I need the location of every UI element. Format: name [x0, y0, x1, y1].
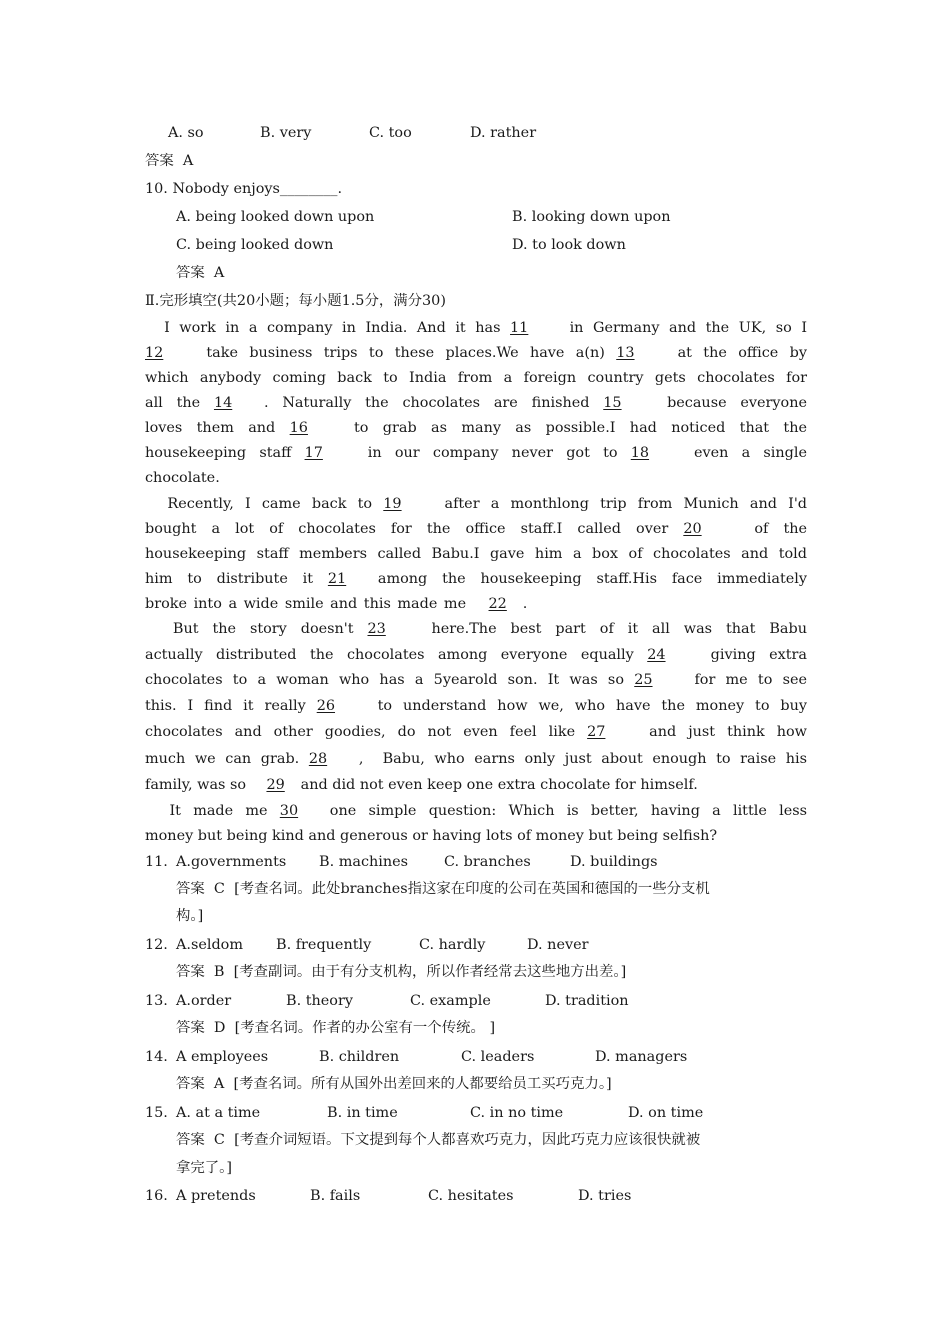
passage-line: bought a lot of chocolates for the office staff.I called over 20 of the: [145, 521, 808, 537]
blank-13: 13: [616, 345, 635, 361]
blank-30: 30: [279, 803, 299, 819]
blank-14: 14: [213, 395, 233, 411]
blank-17: 17: [304, 445, 323, 461]
passage-line: loves them and 16 to grab as many as possible.I had noticed that the: [145, 420, 808, 436]
q16-option-c: C. hesitates: [428, 1188, 514, 1204]
q15-answer: 答案 C [考查介词短语。下文提到每个人都喜欢巧克力，因此巧克力应该很快就被: [176, 1132, 701, 1148]
q11-number: 11.: [145, 854, 168, 870]
q9-option-a: A. so: [168, 125, 204, 141]
q16-option-b: B. fails: [310, 1188, 361, 1204]
section-title: Ⅱ.完形填空(共20小题；每小题1.5分，满分30): [145, 293, 446, 309]
q11-option-b: B. machines: [319, 854, 409, 870]
blank-28: 28: [308, 751, 328, 767]
blank-16: 16: [289, 420, 308, 436]
blank-15: 15: [603, 395, 622, 411]
q14-option-b: B. children: [319, 1049, 400, 1065]
q16-option-a: A pretends: [176, 1188, 256, 1204]
q13-option-b: B. theory: [286, 993, 353, 1009]
blank-24: 24: [647, 647, 666, 663]
passage-line: all the 14 . Naturally the chocolates are finished 15 because everyone: [145, 395, 808, 411]
passage-line: actually distributed the chocolates among everyone equally 24 giving extra: [145, 647, 808, 663]
q15-answer-cont: 拿完了。]: [176, 1160, 232, 1176]
q13-answer: 答案 D [考查名词。作者的办公室有一个传统。 ]: [176, 1020, 496, 1036]
passage-line: money but being kind and generous or having lots of money but being selfish?: [145, 828, 718, 844]
passage-line: him to distribute it 21 among the housekeeping staff.His face immediately: [145, 571, 807, 587]
q14-answer: 答案 A [考查名词。所有从国外出差回来的人都要给员工买巧克力。]: [176, 1076, 612, 1092]
passage-line: this. I find it really 26 to understand how we, who have the money to buy: [145, 698, 808, 714]
q13-option-a: A.order: [176, 993, 232, 1009]
blank-23: 23: [367, 621, 386, 637]
blank-27: 27: [587, 724, 606, 740]
q13-option-c: C. example: [410, 993, 491, 1009]
q10-answer: 答案 A: [176, 265, 225, 281]
q13-option-d: D. tradition: [545, 993, 629, 1009]
blank-11: 11: [510, 320, 529, 336]
q14-option-d: D. managers: [595, 1049, 688, 1065]
q12-option-b: B. frequently: [276, 937, 372, 953]
passage-line: housekeeping staff 17 in our company never got to 18 even a single: [145, 445, 807, 461]
blank-22: 22: [488, 596, 507, 612]
q14-option-a: A employees: [176, 1049, 269, 1065]
blank-29: 29: [266, 777, 285, 793]
q12-option-c: C. hardly: [419, 937, 486, 953]
blank-25: 25: [634, 672, 653, 688]
blank-21: 21: [327, 571, 347, 587]
q16-number: 16.: [145, 1188, 168, 1204]
blank-26: 26: [316, 698, 336, 714]
blank-12: 12: [145, 345, 164, 361]
q11-option-d: D. buildings: [570, 854, 658, 870]
q11-option-c: C. branches: [444, 854, 531, 870]
q12-option-a: A.seldom: [176, 937, 243, 953]
q9-option-c: C. too: [369, 125, 412, 141]
q16-option-d: D. tries: [578, 1188, 632, 1204]
q10-option-c: C. being looked down: [176, 237, 334, 253]
passage-line: which anybody coming back to India from a foreign country gets chocolates for: [145, 370, 807, 386]
passage-line: 12 take business trips to these places.We have a(n) 13 at the office by: [145, 345, 807, 361]
q11-answer-cont: 构。]: [176, 908, 204, 924]
blank-20: 20: [683, 521, 702, 537]
q9-answer: 答案 A: [145, 153, 194, 169]
q10-option-d: D. to look down: [512, 237, 626, 253]
passage-line: family, was so 29 and did not even keep one extra chocolate for himself.: [145, 777, 698, 793]
q13-number: 13.: [145, 993, 168, 1009]
passage-line: chocolates and other goodies, do not even feel like 27 and just think how: [145, 724, 808, 740]
q9-option-b: B. very: [260, 125, 312, 141]
q12-number: 12.: [145, 937, 168, 953]
passage-line: broke into a wide smile and this made me 22 .: [145, 596, 528, 612]
q15-option-a: A. at a time: [176, 1105, 261, 1121]
passage-line: It made me 30 one simple question: Which is better, having a little less: [169, 803, 807, 819]
q11-answer: 答案 C [考查名词。此处branches指这家在印度的公司在英国和德国的一些分支机: [176, 881, 710, 897]
blank-18: 18: [630, 445, 650, 461]
passage-line: I work in a company in India. And it has 11 in Germany and the UK, so I: [164, 320, 808, 336]
passage-line: chocolates to a woman who has a 5yearold son. It was so 25 for me to see: [145, 672, 808, 688]
passage-line: chocolate.: [145, 470, 220, 486]
q15-option-d: D. on time: [628, 1105, 704, 1121]
q15-option-b: B. in time: [327, 1105, 398, 1121]
q15-number: 15.: [145, 1105, 168, 1121]
q12-answer: 答案 B [考查副词。由于有分支机构，所以作者经常去这些地方出差。]: [176, 964, 627, 980]
q11-option-a: A.governments: [176, 854, 287, 870]
q12-option-d: D. never: [527, 937, 589, 953]
q9-option-d: D. rather: [470, 125, 537, 141]
q10-option-a: A. being looked down upon: [176, 209, 375, 225]
passage-line: housekeeping staff members called Babu.I gave him a box of chocolates and told: [145, 546, 807, 562]
passage-line: much we can grab. 28 , Babu, who earns only just about enough to raise his: [145, 751, 807, 767]
q10-option-b: B. looking down upon: [512, 209, 671, 225]
passage-line: But the story doesn't 23 here.The best part of it all was that Babu: [172, 621, 807, 637]
passage-line: Recently, I came back to 19 after a monthlong trip from Munich and I'd: [167, 496, 808, 512]
blank-19: 19: [383, 496, 402, 512]
q10-stem: 10. Nobody enjoys________.: [145, 181, 343, 197]
q15-option-c: C. in no time: [470, 1105, 564, 1121]
q14-number: 14.: [145, 1049, 168, 1065]
q14-option-c: C. leaders: [461, 1049, 535, 1065]
